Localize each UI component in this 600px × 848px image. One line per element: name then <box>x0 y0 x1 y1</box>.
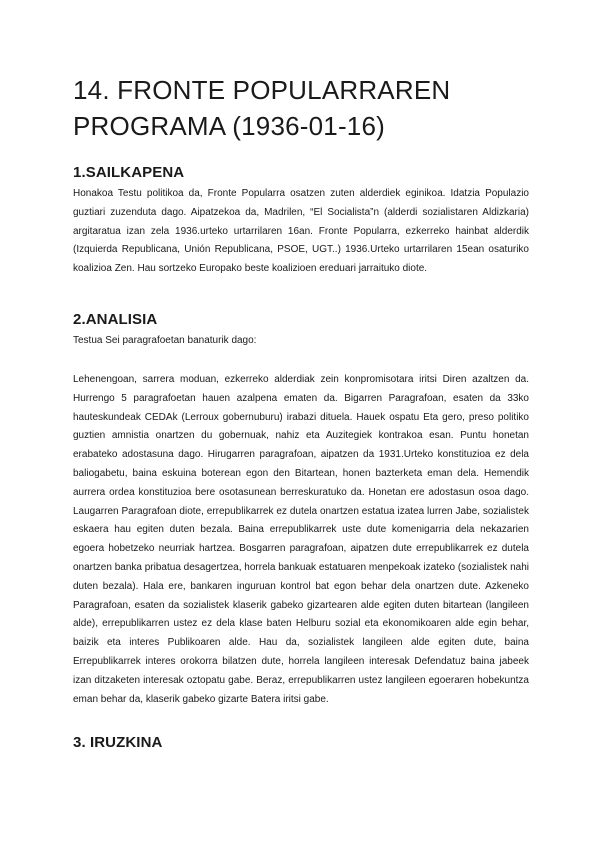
section-paragraph-analisia: Lehenengoan, sarrera moduan, ezkerreko alderdiak zein konpromisotara iritsi Diren azaltzen da. Hurrengo 5 paragrafoetan hauen azalpena ematen da. Bigarren Paragrafoan, esaten da 33ko hauteskundeak CEDAk (Lerroux gobernuburu) irabazi dituela. Hauek ospatu Eta gero, preso politiko guztien amnistia onartzen du gobernuak, nahiz eta Auzitegiek kontrakoa esan. Puntu honetan erabateko adostasuna dago. Hirugarren paragrafoan, aipatzen da 1931.Urteko konstituzioa ez dela baliogabetu, baina eskuina boterean egon den Bitartean, honen bazterketa eman dela. Hemendik aurrera ordea konstituzioa bere osotasunean berreskuratuko da. Honetan ere adostasun osoa dago. Laugarren Paragrafoan diote, errepublikarrek ez dutela onartzen estatua izatea lurren Jabe, sozialistek eskaera hau egiten duten bezala. Baina errepublikarrek uste dute komenigarria dela nekazarien egoera hobetzeko neurriak hartzea. Bosgarren paragrafoan, aipatzen dute errepublikarrek ez dutela onartzen banka pribatua desagertzea, horrela bankuak estatuaren menpekoak izateko (sozialistek nahi duten bezala). Hala ere, bankaren inguruan kontrol bat egon behar dela onartzen dute. Azkeneko Paragrafoan, esaten da sozialistek klaserik gabeko gizartearen alde egiten duten bitartean (langileen alde), errepublikarren ustez ez dela klase baten Helburu sozial eta ekonomikoaren alde egin behar, baizik eta interes Publikoaren alde. Hau da, sozialistek langileen alde egiten dute, baina Errepublikarrek interes orokorra bilatzen dute, horrela langileen interesak Defendatuz baina jabeek izan ditzaketen interesak oztopatu gabe. Beraz, errepublikarren ustez langileen egoeraren hobekuntza eman behar da, klaserik gabeko gizarte Batera iritsi gabe. <box>73 374 529 705</box>
page-title: 14. FRONTE POPULARRAREN PROGRAMA (1936-01-16) <box>73 75 451 141</box>
section-paragraph-sailkapena: Honakoa Testu politikoa da, Fronte Popularra osatzen zuten alderdiek eginikoa. Idatzia Populazio guztiari zuzenduta dago. Aipatzekoa da, Madrilen, “El Socialista”n (alderdi sozialistaren Aldizkaria) argitaratua izan zela 1936.urteko urtarrilaren 16an. Fronte Popularra, ezkerreko hainbat alderdik (Izquierda Republicana, Unión Republicana, PSOE, UGT..) 1936.Urteko urtarrilaren 15ean osaturiko koalizioa Zen. Hau sortzeko Europako beste koalizioen ereduari jarraituko diote. <box>73 188 529 275</box>
section-heading-analisia: 2.ANALISIA <box>73 311 158 328</box>
section-heading-iruzkina: 3. IRUZKINA <box>73 734 163 751</box>
section-heading-sailkapena: 1.SAILKAPENA <box>73 164 185 181</box>
section-intro-analisia: Testua Sei paragrafoetan banaturik dago: <box>73 335 257 346</box>
